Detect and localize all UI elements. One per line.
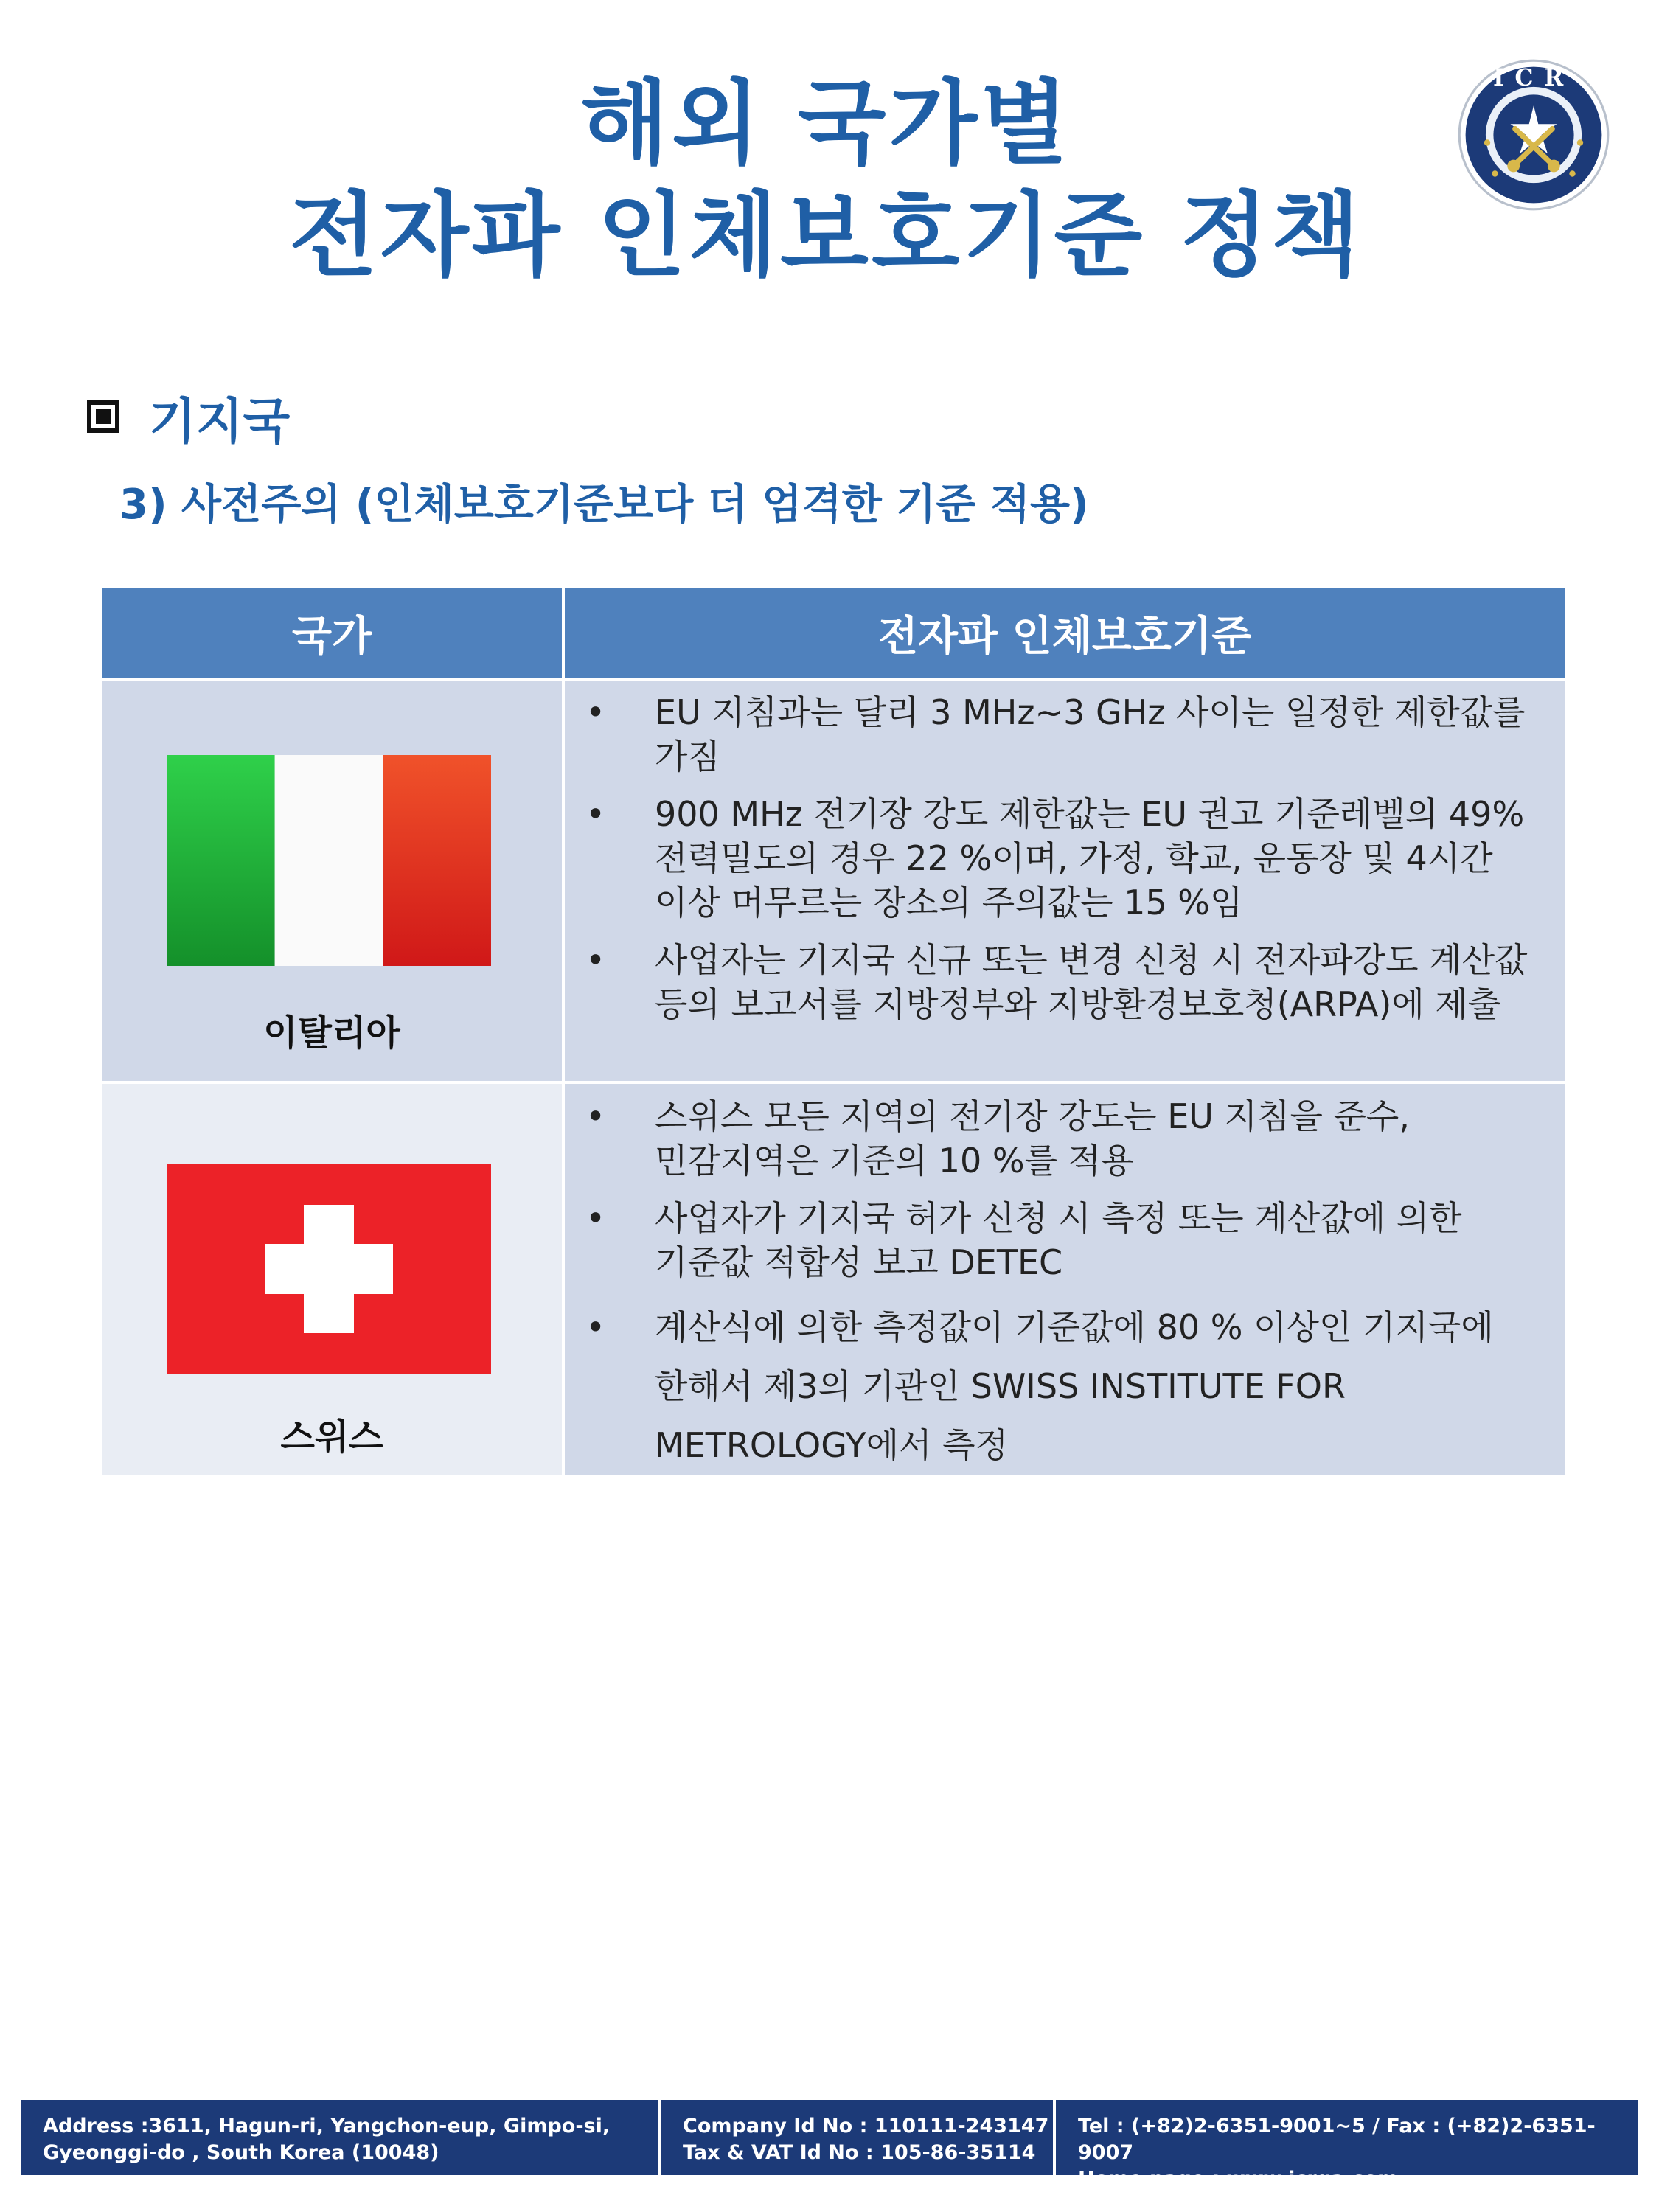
page-title-line2: 전자파 인체보호기준 정책 bbox=[289, 183, 1363, 289]
page-title bbox=[221, 68, 1430, 292]
list-item: • 사업자가 기지국 허가 신청 시 측정 또는 계산값에 의한 기준값 적합성 보고 DETEC bbox=[565, 1196, 1535, 1284]
country-cell bbox=[100, 1082, 563, 1476]
header-country: 국가 bbox=[100, 587, 563, 680]
standard-cell bbox=[563, 1082, 1566, 1476]
footer-tel-fax: Tel : (+82)2-6351-9001~5 / Fax : (+82)2-6351-9007 bbox=[1078, 2115, 1596, 2164]
country-name: 이탈리아 bbox=[263, 1012, 400, 1054]
icr-logo bbox=[1456, 58, 1611, 212]
list-item: • 스위스 모든 지역의 전기장 강도는 EU 지침을 준수, 민감지역은 기준의 10 %를 적용 bbox=[565, 1094, 1535, 1183]
bullet-list bbox=[565, 681, 1565, 1026]
footer-company-id: Company Id No : 110111-243147 bbox=[683, 2115, 1049, 2138]
policy-table bbox=[99, 585, 1568, 1478]
square-bullet-icon bbox=[87, 400, 119, 433]
country-name: 스위스 bbox=[280, 1416, 383, 1458]
page-title-line1: 해외 국가별 bbox=[580, 71, 1072, 177]
footer-address-line2: Gyeonggi-do , South Korea (10048) bbox=[43, 2141, 439, 2164]
footer-address-line1: Address :3611, Hagun-ri, Yangchon-eup, Gimpo-si, bbox=[43, 2115, 611, 2138]
country-cell bbox=[100, 680, 563, 1082]
bullet-list bbox=[565, 1084, 1565, 1475]
footer-address bbox=[21, 2100, 661, 2175]
table-row-switzerland bbox=[100, 1082, 1566, 1476]
switzerland-flag-icon bbox=[167, 1164, 491, 1374]
footer-contact bbox=[1056, 2100, 1638, 2191]
logo-text: ICR bbox=[1492, 63, 1575, 91]
list-item: • 계산식에 의한 측정값이 기준값에 80 % 이상인 기지국에 한해서 제3의 기관인 SWISS INSTITUTE FOR METROLOGY에서 측정 bbox=[565, 1298, 1535, 1475]
list-item: • 900 MHz 전기장 강도 제한값는 EU 권고 기준레벨의 49% 전력밀도의 경우 22 %이며, 가정, 학교, 운동장 및 4시간 이상 머무르는 장소의 주의값는 15 %임 bbox=[565, 792, 1535, 925]
list-item: • EU 지침과는 달리 3 MHz~3 GHz 사이는 일정한 제한값를 가짐 bbox=[565, 690, 1535, 779]
table-row-italy bbox=[100, 680, 1566, 1082]
footer-ids bbox=[661, 2100, 1056, 2175]
section-heading bbox=[87, 383, 290, 450]
standard-cell bbox=[563, 680, 1566, 1082]
sub-heading: 3) 사전주의 (인체보호기준보다 더 엄격한 기준 적용) bbox=[119, 481, 1089, 529]
table-header-row bbox=[100, 587, 1566, 680]
italy-flag-icon bbox=[167, 755, 491, 966]
footer-homepage: Home page : www.icrqa.com bbox=[1078, 2168, 1399, 2191]
footer-tax-id: Tax & VAT Id No : 105-86-35114 bbox=[683, 2141, 1036, 2164]
list-item: • 사업자는 기지국 신규 또는 변경 신청 시 전자파강도 계산값 등의 보고서를 지방정부와 지방환경보호청(ARPA)에 제출 bbox=[565, 938, 1535, 1026]
header-standard: 전자파 인체보호기준 bbox=[563, 587, 1566, 680]
footer bbox=[21, 2100, 1638, 2191]
section-heading-text: 기지국 bbox=[149, 392, 291, 450]
